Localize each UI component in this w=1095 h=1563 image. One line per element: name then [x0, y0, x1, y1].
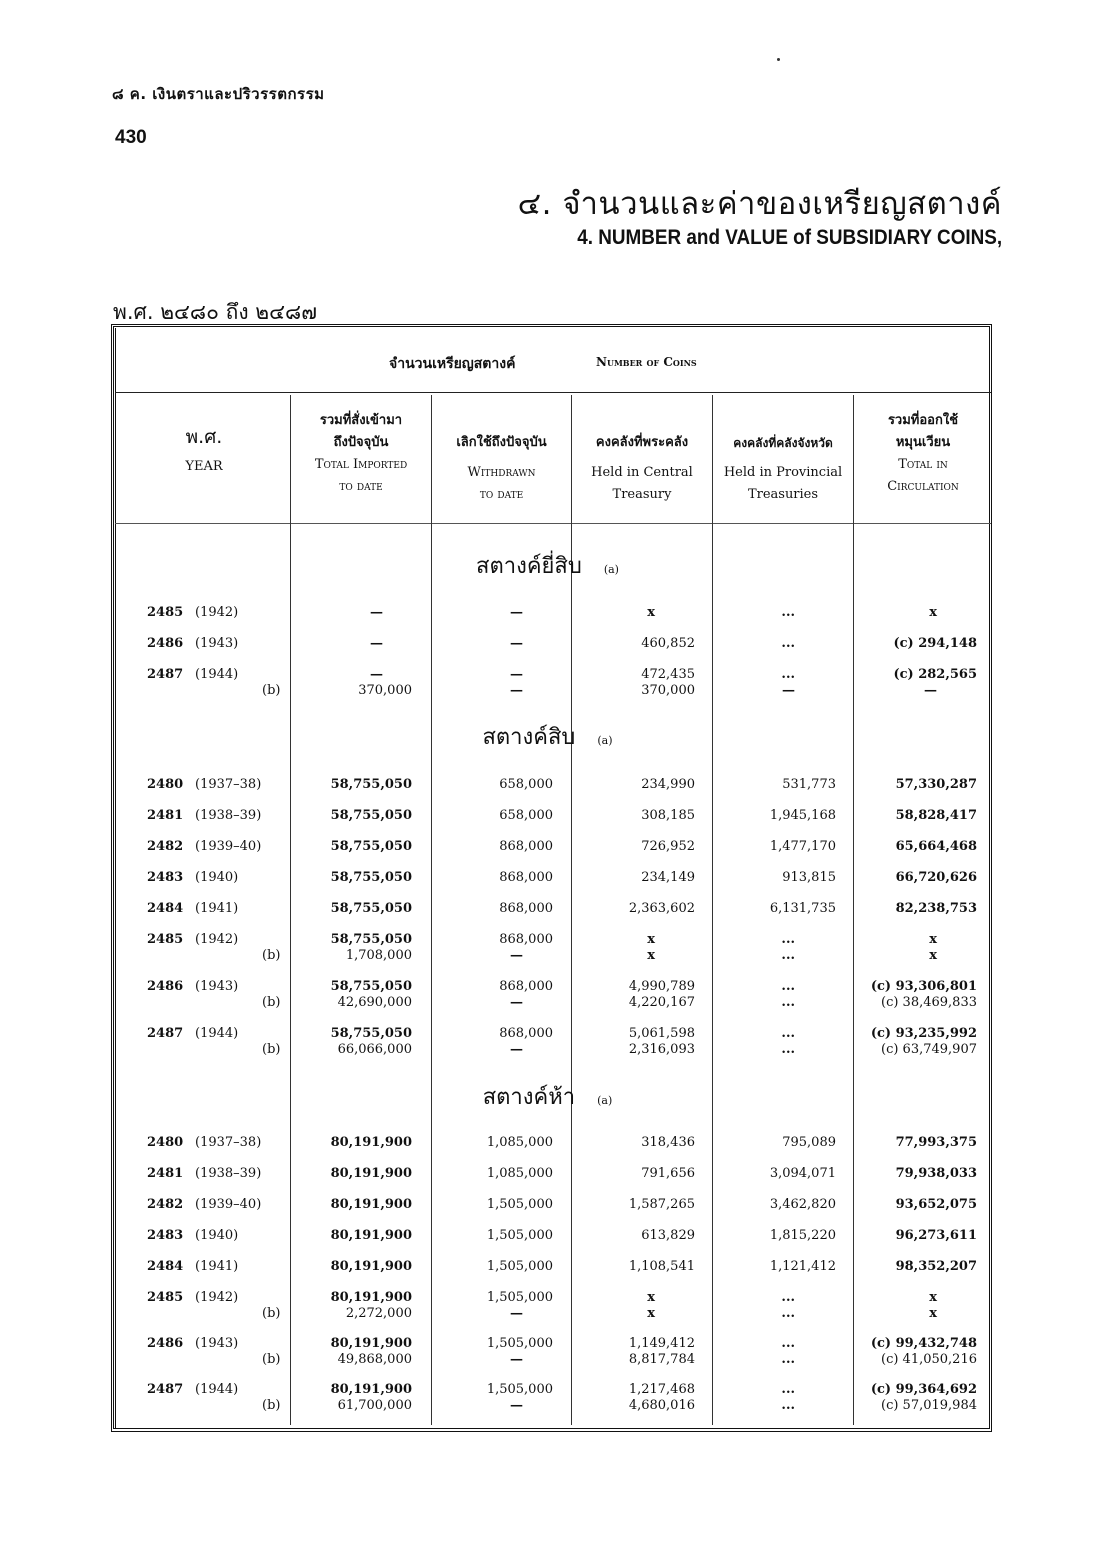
table-cell: 1,477,170	[769, 839, 836, 854]
year-be: 2483	[147, 1228, 184, 1243]
column-header-total-imported	[291, 410, 431, 498]
year-ce: (1939–40)	[195, 839, 262, 854]
table-cell: 80,191,900	[330, 1290, 412, 1305]
table-cell: 80,191,900	[330, 1166, 412, 1181]
table-cell: 80,191,900	[330, 1336, 412, 1351]
table-cell: ...	[781, 932, 795, 947]
table-cell: ...	[781, 636, 795, 651]
column-header-th: หมุนเวียน	[895, 435, 951, 450]
table-cell: 868,000	[499, 932, 553, 947]
table-cell: 93,652,075	[895, 1197, 977, 1212]
column-header-en: Circulation	[887, 479, 959, 494]
table-cell: x	[929, 1306, 937, 1321]
table-cell: 58,755,050	[330, 1026, 412, 1041]
table-cell: 2,363,602	[628, 901, 695, 916]
table-cell: ...	[781, 995, 795, 1010]
speck-mark	[777, 58, 780, 61]
table-cell: —	[510, 995, 523, 1010]
footnote-b-marker: (b)	[262, 1352, 281, 1367]
column-header-en: Treasury	[612, 487, 672, 502]
year-be: 2487	[147, 1026, 184, 1041]
year-ce: (1942)	[195, 605, 239, 620]
table-cell: 613,829	[641, 1228, 695, 1243]
table-cell: 868,000	[499, 901, 553, 916]
section-heading	[0, 548, 1095, 583]
table-cell: 1,945,168	[769, 808, 836, 823]
table-cell: 5,061,598	[628, 1026, 695, 1041]
table-cell: ...	[781, 1336, 795, 1351]
table-cell: 3,462,820	[769, 1197, 836, 1212]
section-title: สตางค์ยี่สิบ	[476, 554, 582, 579]
column-header-central-treasury	[572, 432, 712, 506]
table-cell: —	[510, 1352, 523, 1367]
footnote-b-marker: (b)	[262, 995, 281, 1010]
year-be: 2486	[147, 979, 184, 994]
table-cell: 66,720,626	[895, 870, 977, 885]
table-cell: 79,938,033	[895, 1166, 977, 1181]
title-thai: ๔. จำนวนและค่าของเหรียญสตางค์	[517, 186, 1002, 222]
table-cell: (c) 282,565	[893, 667, 977, 682]
table-cell: (c) 99,432,748	[870, 1336, 977, 1351]
year-be: 2485	[147, 1290, 184, 1305]
table-cell: —	[510, 1306, 523, 1321]
table-cell: x	[647, 605, 655, 620]
year-ce: (1943)	[195, 979, 239, 994]
section-title: สตางค์ห้า	[482, 1085, 576, 1110]
table-cell: x	[929, 948, 937, 963]
year-ce: (1937–38)	[195, 1135, 262, 1150]
table-cell: 234,990	[641, 777, 695, 792]
table-cell: 234,149	[641, 870, 695, 885]
table-cell: 82,238,753	[895, 901, 977, 916]
year-be: 2481	[147, 808, 184, 823]
table-cell: —	[510, 1398, 523, 1413]
column-header-en: Treasuries	[747, 487, 819, 502]
year-ce: (1938–39)	[195, 1166, 262, 1181]
year-be: 2486	[147, 1336, 184, 1351]
table-cell: 1,085,000	[486, 1166, 553, 1181]
table-cell: 58,755,050	[330, 901, 412, 916]
table-row	[0, 808, 1095, 842]
table-cell: 318,436	[641, 1135, 695, 1150]
year-ce: (1939–40)	[195, 1197, 262, 1212]
section-note: (a)	[603, 563, 619, 576]
table-row	[0, 870, 1095, 904]
table-cell: 1,815,220	[769, 1228, 836, 1243]
table-cell: —	[370, 605, 383, 620]
table-row	[0, 839, 1095, 873]
table-cell: 1,505,000	[486, 1336, 553, 1351]
section-note: (a)	[597, 734, 613, 747]
table-cell: 6,131,735	[769, 901, 836, 916]
table-cell: —	[924, 683, 937, 698]
table-cell: 58,755,050	[330, 870, 412, 885]
table-row	[0, 1382, 1095, 1416]
year-ce: (1942)	[195, 1290, 239, 1305]
table-cell: 80,191,900	[330, 1382, 412, 1397]
table-cell: —	[510, 667, 523, 682]
table-cell: 98,352,207	[895, 1259, 977, 1274]
table-cell: x	[647, 1290, 655, 1305]
table-cell: 868,000	[499, 839, 553, 854]
year-be: 2486	[147, 636, 184, 651]
table-cell: 913,815	[782, 870, 836, 885]
year-be: 2482	[147, 1197, 184, 1212]
table-cell: 460,852	[641, 636, 695, 651]
table-cell: 1,121,412	[769, 1259, 836, 1274]
table-row	[0, 1259, 1095, 1293]
year-be: 2483	[147, 870, 184, 885]
table-cell: 8,817,784	[628, 1352, 695, 1367]
table-cell: (c) 99,364,692	[870, 1382, 977, 1397]
table-cell: —	[510, 605, 523, 620]
table-cell: 791,656	[641, 1166, 695, 1181]
table-cell: 4,990,789	[628, 979, 695, 994]
table-cell: x	[929, 605, 937, 620]
table-cell: (c) 38,469,833	[881, 995, 977, 1010]
period-label: พ.ศ. ๒๔๘๐ ถึง ๒๔๘๗	[113, 300, 318, 324]
table-cell: 1,505,000	[486, 1382, 553, 1397]
table-cell: 1,505,000	[486, 1197, 553, 1212]
table-cell: 1,085,000	[486, 1135, 553, 1150]
table-cell: 1,505,000	[486, 1290, 553, 1305]
year-ce: (1942)	[195, 932, 239, 947]
year-ce: (1937–38)	[195, 777, 262, 792]
year-ce: (1943)	[195, 636, 239, 651]
table-cell: ...	[781, 1398, 795, 1413]
table-cell: —	[782, 683, 795, 698]
year-ce: (1938–39)	[195, 808, 262, 823]
table-cell: 472,435	[641, 667, 695, 682]
column-header-th: ถึงปัจจุบัน	[333, 435, 389, 450]
table-cell: 58,755,050	[330, 839, 412, 854]
year-be: 2480	[147, 1135, 184, 1150]
table-cell: 1,217,468	[628, 1382, 695, 1397]
table-cell: (c) 63,749,907	[881, 1042, 977, 1057]
table-cell: 1,708,000	[345, 948, 412, 963]
table-cell: 77,993,375	[895, 1135, 977, 1150]
table-cell: —	[370, 636, 383, 651]
table-cell: x	[929, 1290, 937, 1305]
table-row	[0, 1197, 1095, 1231]
table-cell: 80,191,900	[330, 1259, 412, 1274]
table-row	[0, 979, 1095, 1013]
column-header-th: คงคลังที่คลังจังหวัด	[733, 436, 833, 450]
table-cell: 61,700,000	[337, 1398, 412, 1413]
table-cell: 1,149,412	[628, 1336, 695, 1351]
table-cell: ...	[781, 1352, 795, 1367]
table-row	[0, 605, 1095, 639]
table-row	[0, 932, 1095, 966]
table-cell: —	[510, 636, 523, 651]
table-cell: 58,755,050	[330, 777, 412, 792]
table-row	[0, 1336, 1095, 1370]
table-cell: 1,108,541	[628, 1259, 695, 1274]
year-ce: (1944)	[195, 1382, 239, 1397]
year-ce: (1940)	[195, 1228, 239, 1243]
table-cell: x	[647, 932, 655, 947]
column-header-th: รวมที่ออกใช้	[887, 413, 959, 428]
table-row	[0, 1166, 1095, 1200]
table-cell: (c) 294,148	[893, 636, 977, 651]
table-cell: 4,220,167	[628, 995, 695, 1010]
table-cell: ...	[781, 667, 795, 682]
column-header-th: คงคลังที่พระคลัง	[595, 435, 689, 450]
table-cell: 370,000	[358, 683, 412, 698]
column-header-th: พ.ศ.	[185, 426, 223, 448]
footnote-b-marker: (b)	[262, 1306, 281, 1321]
table-cell: 65,664,468	[895, 839, 977, 854]
table-cell: 868,000	[499, 1026, 553, 1041]
year-be: 2487	[147, 667, 184, 682]
title-english: 4. NUMBER and VALUE of SUBSIDIARY COINS,	[577, 226, 1002, 249]
section-note: (a)	[597, 1094, 613, 1107]
year-be: 2480	[147, 777, 184, 792]
column-header-en: Withdrawn	[467, 465, 536, 480]
column-header-th: เลิกใช้ถึงปัจจุบัน	[456, 435, 547, 450]
table-row	[0, 1026, 1095, 1060]
column-header-withdrawn	[432, 432, 571, 506]
year-ce: (1940)	[195, 870, 239, 885]
running-head: ๘ ค. เงินตราและปริวรรตกรรม	[112, 85, 325, 103]
table-cell: 42,690,000	[337, 995, 412, 1010]
table-cell: ...	[781, 1290, 795, 1305]
year-be: 2485	[147, 932, 184, 947]
year-ce: (1941)	[195, 901, 239, 916]
table-cell: x	[929, 932, 937, 947]
year-be: 2481	[147, 1166, 184, 1181]
table-row	[0, 1290, 1095, 1324]
table-cell: 57,330,287	[895, 777, 977, 792]
table-cell: 58,828,417	[895, 808, 977, 823]
table-cell: 1,505,000	[486, 1228, 553, 1243]
footnote-b-marker: (b)	[262, 948, 281, 963]
section-heading	[0, 1079, 1095, 1114]
year-ce: (1943)	[195, 1336, 239, 1351]
table-cell: x	[647, 1306, 655, 1321]
year-ce: (1941)	[195, 1259, 239, 1274]
table-cell: 868,000	[499, 979, 553, 994]
table-cell: (c) 41,050,216	[881, 1352, 977, 1367]
table-cell: 58,755,050	[330, 979, 412, 994]
table-cell: (c) 57,019,984	[881, 1398, 977, 1413]
column-header-th: รวมที่สั่งเข้ามา	[319, 413, 403, 428]
table-cell: (c) 93,306,801	[870, 979, 977, 994]
table-cell: 4,680,016	[628, 1398, 695, 1413]
table-cell: —	[510, 683, 523, 698]
column-header-en: to date	[479, 487, 524, 502]
table-cell: ...	[781, 1026, 795, 1041]
table-cell: 1,587,265	[628, 1197, 695, 1212]
table-cell: 658,000	[499, 777, 553, 792]
year-ce: (1944)	[195, 1026, 239, 1041]
column-header-total-circulation	[854, 410, 992, 498]
table-cell: 370,000	[641, 683, 695, 698]
table-cell: 96,273,611	[895, 1228, 977, 1243]
table-row	[0, 667, 1095, 701]
section-title: สตางค์สิบ	[482, 725, 576, 750]
table-cell: ...	[781, 605, 795, 620]
year-be: 2484	[147, 1259, 184, 1274]
table-cell: ...	[781, 1042, 795, 1057]
footnote-b-marker: (b)	[262, 1042, 281, 1057]
table-cell: 58,755,050	[330, 932, 412, 947]
table-cell: 49,868,000	[337, 1352, 412, 1367]
table-cell: x	[647, 948, 655, 963]
table-row	[0, 1135, 1095, 1169]
column-header-en: Total in	[898, 457, 948, 472]
column-header-en: Held in Provincial	[723, 465, 843, 480]
column-header-en: Total Imported	[314, 457, 408, 472]
table-cell: 3,094,071	[769, 1166, 836, 1181]
table-row	[0, 777, 1095, 811]
table-cell: 80,191,900	[330, 1135, 412, 1150]
table-cell: 868,000	[499, 870, 553, 885]
section-heading	[0, 719, 1095, 754]
table-row	[0, 636, 1095, 670]
column-header-provincial-treasuries	[713, 432, 853, 506]
table-cell: 58,755,050	[330, 808, 412, 823]
column-header-en: YEAR	[185, 459, 223, 474]
table-cell: ...	[781, 1306, 795, 1321]
table-cell: 308,185	[641, 808, 695, 823]
column-header-en: Held in Central	[591, 465, 693, 480]
group-header-thai: จำนวนเหรียญสตางค์	[389, 356, 516, 372]
table-cell: ...	[781, 1382, 795, 1397]
table-cell: (c) 93,235,992	[870, 1026, 977, 1041]
footnote-b-marker: (b)	[262, 683, 281, 698]
table-cell: —	[510, 1042, 523, 1057]
table-row	[0, 1228, 1095, 1262]
table-row	[0, 901, 1095, 935]
table-cell: —	[370, 667, 383, 682]
footnote-b-marker: (b)	[262, 1398, 281, 1413]
header-rule-bottom	[115, 523, 991, 524]
column-header-en: to date	[339, 479, 383, 494]
year-ce: (1944)	[195, 667, 239, 682]
table-cell: 795,089	[782, 1135, 836, 1150]
table-cell: 658,000	[499, 808, 553, 823]
year-be: 2485	[147, 605, 184, 620]
year-be: 2487	[147, 1382, 184, 1397]
table-cell: 2,272,000	[345, 1306, 412, 1321]
table-cell: ...	[781, 979, 795, 994]
column-header-year	[118, 426, 290, 478]
table-cell: 2,316,093	[628, 1042, 695, 1057]
header-rule-top	[115, 392, 991, 393]
table-cell: 66,066,000	[337, 1042, 412, 1057]
year-be: 2482	[147, 839, 184, 854]
year-be: 2484	[147, 901, 184, 916]
table-cell: ...	[781, 948, 795, 963]
page-number: 430	[115, 127, 147, 148]
table-cell: 80,191,900	[330, 1228, 412, 1243]
table-cell: 80,191,900	[330, 1197, 412, 1212]
table-cell: —	[510, 948, 523, 963]
group-header-english: Number of Coins	[596, 355, 697, 369]
table-cell: 531,773	[782, 777, 836, 792]
table-cell: 726,952	[641, 839, 695, 854]
table-cell: 1,505,000	[486, 1259, 553, 1274]
